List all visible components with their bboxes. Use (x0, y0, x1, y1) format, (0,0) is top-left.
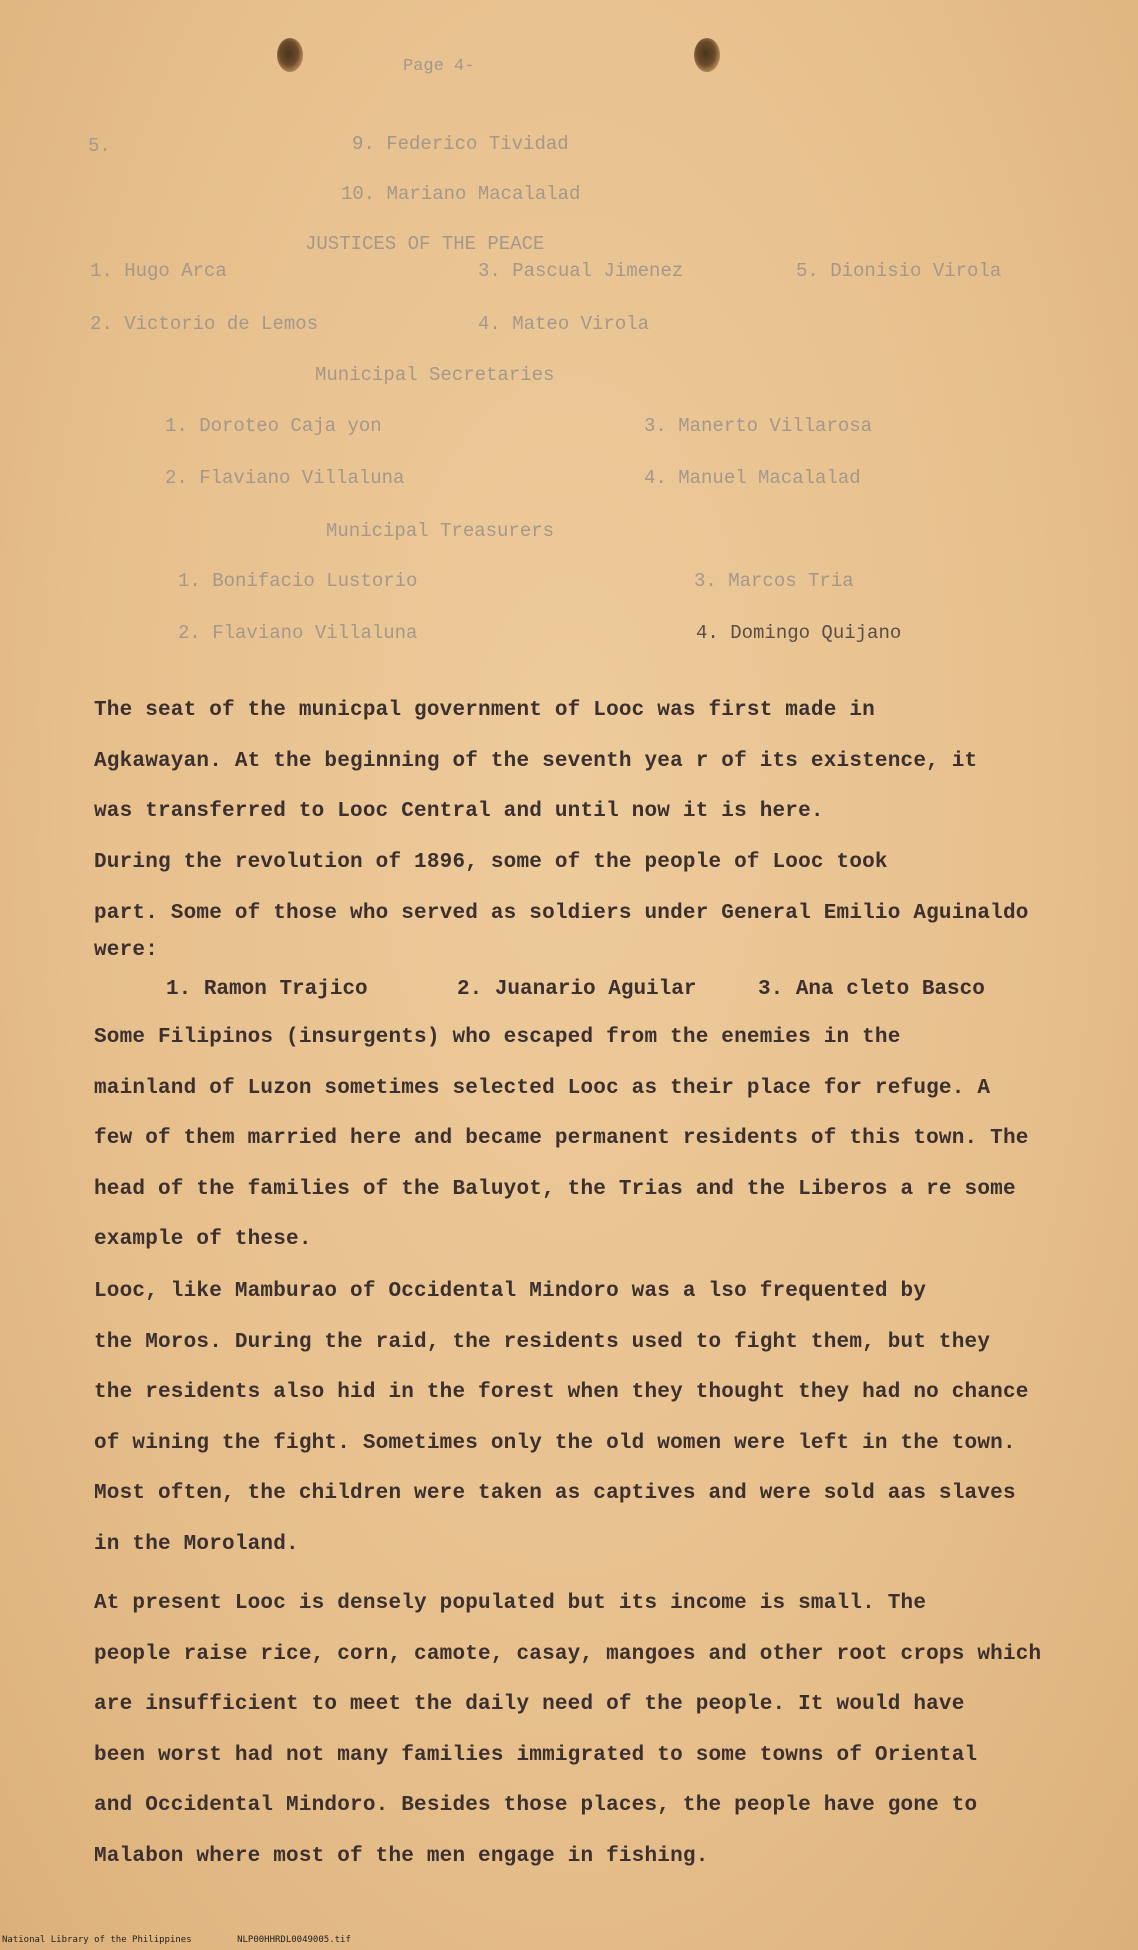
text-line: At present Looc is densely populated but its income is small. The (94, 1592, 927, 1615)
text-line: are insufficient to meet the daily need of the people. It would have (94, 1693, 965, 1716)
text-line: part. Some of those who served as soldiers under General Emilio Aguinaldo (94, 901, 1029, 925)
list-number: 10. (341, 183, 376, 205)
text-line: the residents also hid in the forest when they thought they had no chance (94, 1381, 1029, 1404)
text-line: mainland of Luzon sometimes selected Looc as their place for refuge. A (94, 1076, 991, 1100)
list-item (166, 978, 368, 1001)
list-number: 2. (90, 313, 113, 335)
list-item (165, 415, 382, 437)
text-line: of wining the fight. Sometimes only the old women were left in the town. (94, 1431, 1016, 1455)
list-item (178, 570, 417, 592)
list-number: 9. (352, 133, 375, 155)
list-number: 1. (165, 415, 188, 437)
list-item (644, 467, 861, 489)
text-line: example of these. (94, 1228, 312, 1251)
list-item (165, 467, 404, 489)
list-item (178, 622, 417, 644)
list-number: 3. (478, 260, 501, 282)
text-line: people raise rice, corn, camote, casay, mangoes and other root crops which (94, 1642, 1042, 1666)
text-line: few of them married here and became permanent residents of this town. The (94, 1127, 1029, 1150)
list-name: Federico Tividad (386, 133, 569, 155)
list-item (478, 260, 683, 282)
list-item (694, 570, 854, 592)
list-name: Ana cleto Basco (795, 978, 985, 1001)
list-item (644, 415, 872, 437)
list-name: Flaviano Villaluna (212, 622, 418, 644)
list-name: Flaviano Villaluna (199, 467, 405, 489)
paragraph-seat (94, 686, 1094, 838)
list-name: Marcos Tria (728, 570, 854, 592)
list-number: 4. (644, 467, 667, 489)
list-number: 2. (178, 622, 201, 644)
text-line: in the Moroland. (94, 1532, 299, 1556)
list-name: Hugo Arca (124, 260, 227, 282)
list-item (758, 978, 985, 1001)
list-name: Manuel Macalalad (678, 467, 861, 489)
page-label: Page 4- (403, 57, 475, 76)
list-name: Bonifacio Lustorio (212, 570, 418, 592)
list-number: 4. (696, 622, 719, 644)
secretaries-heading: Municipal Secretaries (315, 364, 555, 386)
treasurers-heading: Municipal Treasurers (326, 520, 555, 542)
list-name: Mariano Macalalad (386, 183, 581, 205)
list-number: 5. (796, 260, 819, 282)
list-item (90, 260, 227, 282)
list-item (341, 183, 580, 205)
list-name: Mateo Virola (512, 313, 650, 335)
list-item (457, 978, 696, 1001)
text-line: and Occidental Mindoro. Besides those places, the people have gone to (94, 1794, 978, 1817)
text-line: Malabon where most of the men engage in fishing. (94, 1844, 709, 1868)
list-number: 3. (758, 978, 784, 1001)
footer-library: National Library of the Philippines (2, 1935, 192, 1945)
text-line: During the revolution of 1896, some of the people of Looc took (94, 851, 888, 874)
text-line: Looc, like Mamburao of Occidental Mindoro was a lso frequented by (94, 1280, 927, 1303)
list-name: Manerto Villarosa (678, 415, 873, 437)
text-line: been worst had not many families immigrated to some towns of Oriental (94, 1743, 978, 1767)
list-item (352, 133, 569, 155)
list-number: 3. (644, 415, 667, 437)
scan-footer (2, 1935, 391, 1945)
list-item (478, 313, 649, 335)
list-number: 2. (165, 467, 188, 489)
list-item (696, 622, 901, 644)
list-name: Ramon Trajico (203, 978, 368, 1001)
paragraph-revolution (94, 838, 1094, 963)
list-number: 1. (90, 260, 113, 282)
justices-heading: JUSTICES OF THE PEACE (305, 233, 545, 255)
text-line: head of the families of the Baluyot, the Trias and the Liberos a re some (94, 1177, 1016, 1201)
list-name: Domingo Quijano (730, 622, 902, 644)
punch-hole-right (694, 38, 720, 72)
list-name: Juanario Aguilar (494, 978, 697, 1001)
text-line: Most often, the children were taken as captives and were sold aas slaves (94, 1482, 1016, 1505)
text-line: Agkawayan. At the beginning of the seventh yea r of its existence, it (94, 749, 978, 773)
list-number: 2. (457, 978, 483, 1001)
list-number: 4. (478, 313, 501, 335)
list-number: 5. (88, 135, 111, 157)
paragraph-insurgents (94, 1013, 1094, 1266)
list-name: Pascual Jimenez (512, 260, 684, 282)
paragraph-moros (94, 1267, 1094, 1570)
text-line: Some Filipinos (insurgents) who escaped from the enemies in the (94, 1026, 901, 1049)
list-number: 3. (694, 570, 717, 592)
text-line: were: (94, 939, 159, 962)
text-line: the Moros. During the raid, the residents used to fight them, but they (94, 1330, 991, 1354)
list-number: 1. (178, 570, 201, 592)
list-item (90, 313, 318, 335)
text-line: The seat of the municpal government of Looc was first made in (94, 699, 875, 722)
footer-file: NLP00HHRDL0049005.tif (237, 1935, 351, 1945)
list-name: Dionisio Virola (830, 260, 1002, 282)
list-number: 1. (166, 978, 192, 1001)
list-item (796, 260, 1001, 282)
list-name: Victorio de Lemos (124, 313, 319, 335)
punch-hole-left (277, 38, 303, 72)
list-name: Doroteo Caja yon (199, 415, 382, 437)
text-line: was transferred to Looc Central and until now it is here. (94, 800, 824, 823)
paragraph-present (94, 1579, 1094, 1882)
